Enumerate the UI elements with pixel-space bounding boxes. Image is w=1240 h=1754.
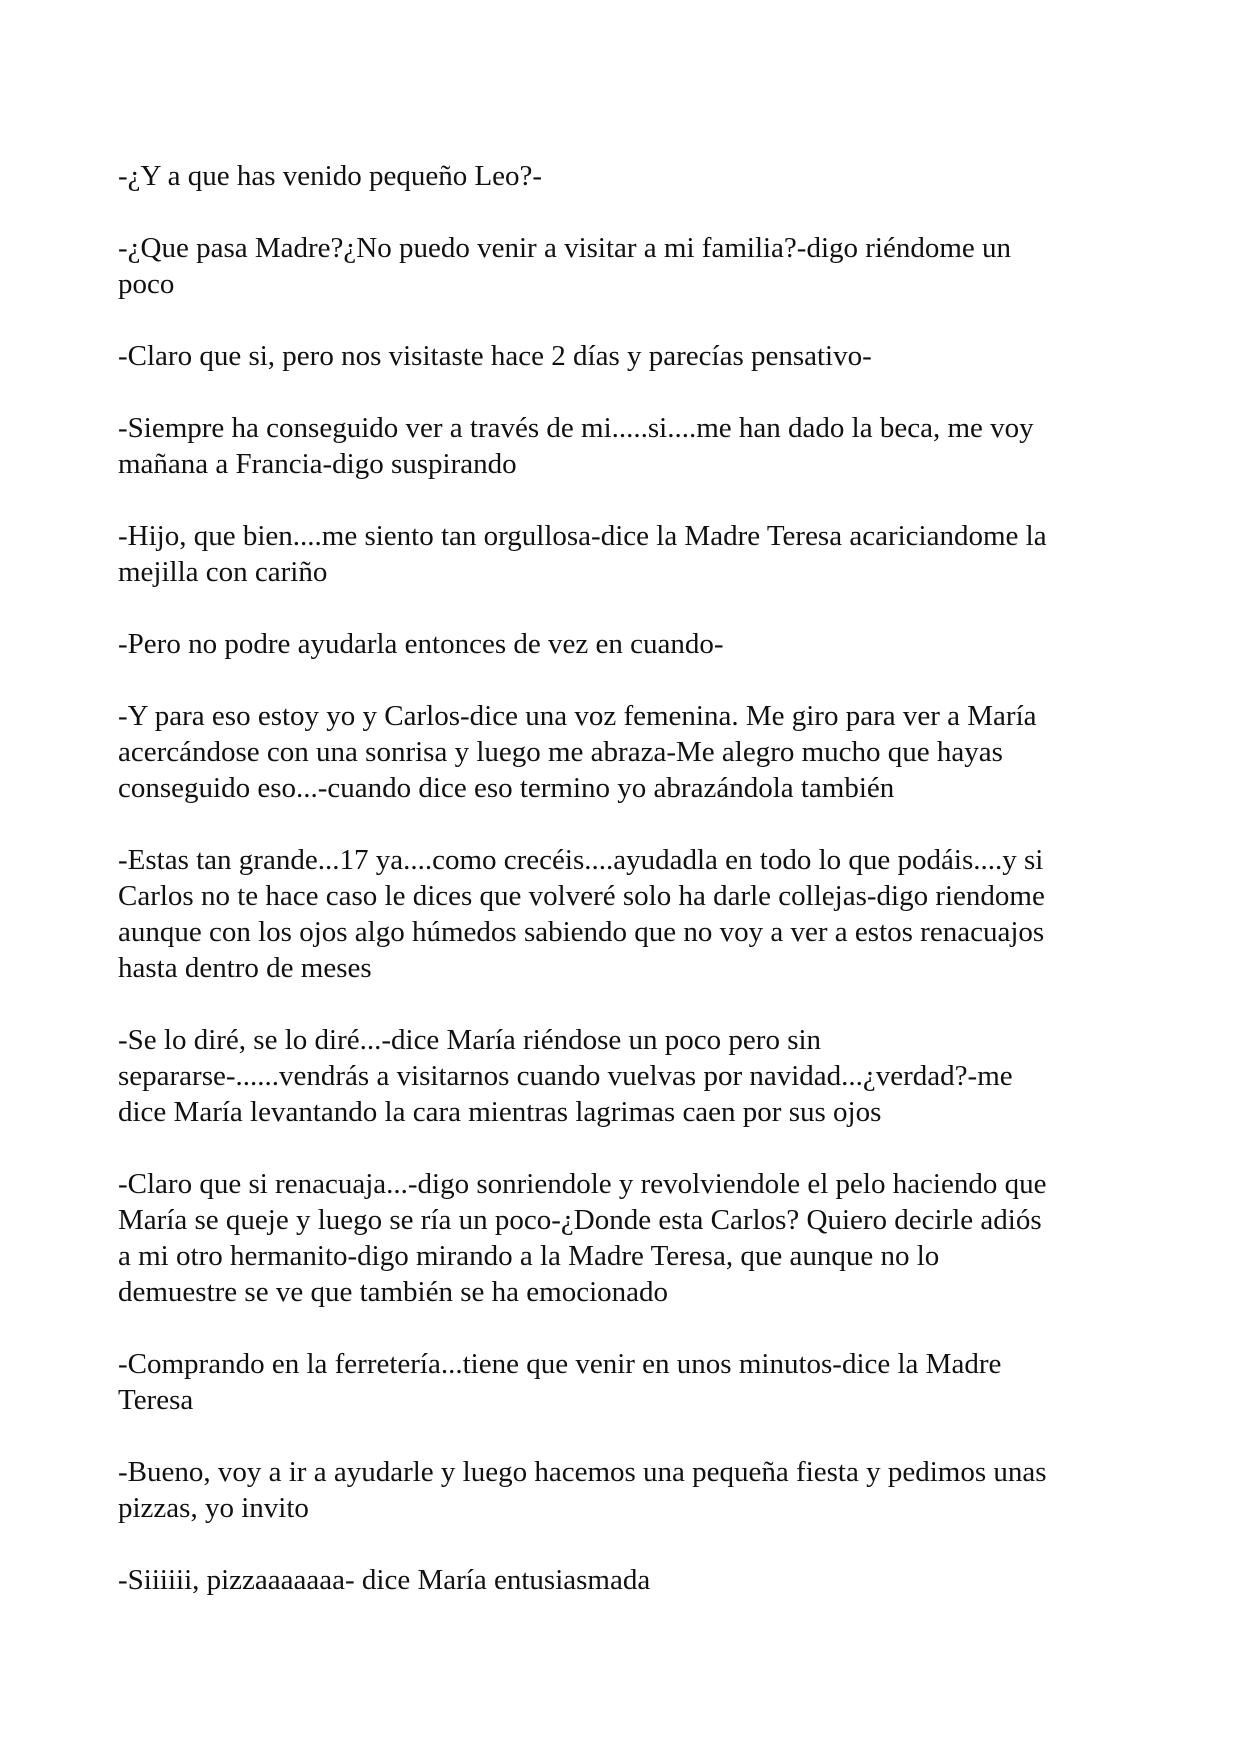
text-line: aunque con los ojos algo húmedos sabiendo que no voy a ver a estos renacuajos [118,916,1045,948]
text-line: -Siiiiii, pizzaaaaaaa- dice María entusiasmada [118,1564,651,1596]
paragraph [118,1562,1128,1598]
text-line: María se queje y luego se ría un poco-¿Donde esta Carlos? Quiero decirle adiós [118,1204,1042,1236]
paragraph [118,1022,1128,1130]
text-line: mejilla con cariño [118,556,328,588]
paragraph [118,338,1128,374]
text-line: -¿Que pasa Madre?¿No puedo venir a visitar a mi familia?-digo riéndome un [118,232,1012,264]
text-line: hasta dentro de meses [118,952,372,984]
text-line: -Hijo, que bien....me siento tan orgullosa-dice la Madre Teresa acariciandome la [118,520,1047,552]
document-body [118,158,1128,1634]
paragraph [118,518,1128,590]
text-line: mañana a Francia-digo suspirando [118,448,517,480]
text-line: Carlos no te hace caso le dices que volveré solo ha darle collejas-digo riendome [118,880,1045,912]
text-line: demuestre se ve que también se ha emocionado [118,1276,668,1308]
text-line: -Claro que si renacuaja...-digo sonriendole y revolviendole el pelo haciendo que [118,1168,1047,1200]
text-line: dice María levantando la cara mientras lagrimas caen por sus ojos [118,1096,882,1128]
paragraph [118,698,1128,806]
text-line: -Bueno, voy a ir a ayudarle y luego hacemos una pequeña fiesta y pedimos unas [118,1456,1047,1488]
text-line: a mi otro hermanito-digo mirando a la Madre Teresa, que aunque no lo [118,1240,940,1272]
text-line: Teresa [118,1384,194,1416]
text-line: -Claro que si, pero nos visitaste hace 2 días y parecías pensativo- [118,340,872,372]
paragraph [118,1454,1128,1526]
paragraph [118,1346,1128,1418]
text-line: poco [118,268,175,300]
text-line: -¿Y a que has venido pequeño Leo?- [118,160,543,192]
text-line: separarse-......vendrás a visitarnos cuando vuelvas por navidad...¿verdad?-me [118,1060,1013,1092]
paragraph [118,158,1128,194]
text-line: -Y para eso estoy yo y Carlos-dice una voz femenina. Me giro para ver a María [118,700,1037,732]
text-line: -Pero no podre ayudarla entonces de vez en cuando- [118,628,724,660]
text-line: acercándose con una sonrisa y luego me abraza-Me alegro mucho que hayas [118,736,1003,768]
text-line: conseguido eso...-cuando dice eso termino yo abrazándola también [118,772,895,804]
paragraph [118,842,1128,986]
text-line: -Comprando en la ferretería...tiene que venir en unos minutos-dice la Madre [118,1348,1002,1380]
paragraph [118,410,1128,482]
paragraph [118,230,1128,302]
paragraph [118,1166,1128,1310]
text-line: pizzas, yo invito [118,1492,309,1524]
paragraph [118,626,1128,662]
text-line: -Se lo diré, se lo diré...-dice María riéndose un poco pero sin [118,1024,822,1056]
text-line: -Siempre ha conseguido ver a través de mi.....si....me han dado la beca, me voy [118,412,1034,444]
text-line: -Estas tan grande...17 ya....como crecéis....ayudadla en todo lo que podáis....y si [118,844,1044,876]
